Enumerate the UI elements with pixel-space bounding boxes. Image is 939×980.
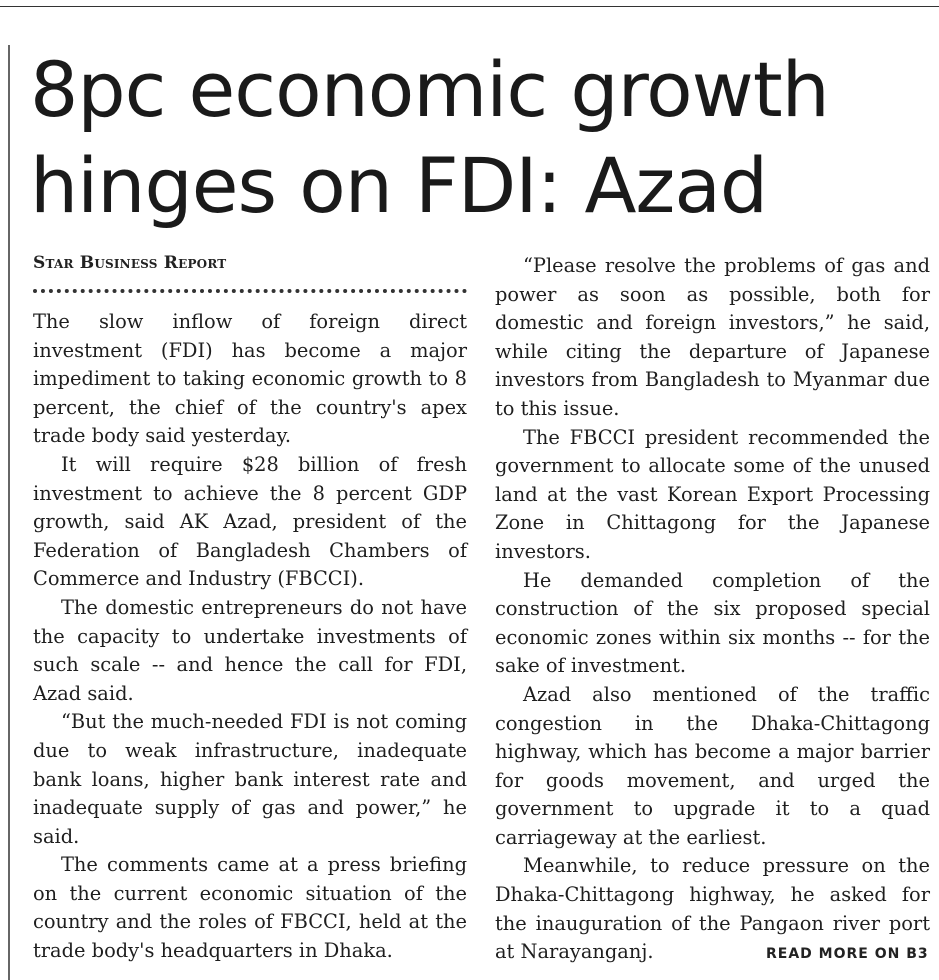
headline-line-2: hinges on FDI: Azad [30, 141, 768, 230]
dotted-divider [33, 289, 467, 293]
paragraph: The FBCCI president recommended the government to allocate some of the unused land at the vast Korean Export Processing Zone in Chittagong for the Japanese investors. [495, 425, 930, 563]
column-rule [8, 45, 10, 980]
paragraph: The comments came at a press briefing on the current economic situation of the country and the roles of FBCCI, held at the trade body's headquarters in Dhaka. [33, 853, 467, 963]
left-column [33, 308, 467, 966]
paragraph: He demanded completion of the construction of the six proposed special economic zones within six months -- for the sake of investment. [495, 568, 930, 678]
paragraph: “Please resolve the problems of gas and power as soon as possible, both for domestic and foreign investors,” he said, while citing the departure of Japanese investors from Bangladesh to Myanmar due to this issue. [495, 254, 930, 420]
read-more-link[interactable]: READ MORE ON B3 [766, 946, 929, 962]
top-rule [0, 6, 939, 7]
right-column [495, 252, 930, 967]
headline-line-1: 8pc economic growth [30, 45, 829, 134]
headline [30, 42, 930, 234]
paragraph: The slow inflow of foreign direct investment (FDI) has become a major impediment to taking economic growth to 8 percent, the chief of the country's apex trade body said yesterday. [33, 310, 467, 448]
byline: Star Business Report [33, 253, 227, 273]
paragraph: Meanwhile, to reduce pressure on the Dhaka-Chittagong highway, he asked for the inauguration of the Pangaon river port at Narayanganj. [495, 854, 930, 964]
paragraph: The domestic entrepreneurs do not have the capacity to undertake investments of such scale -- and hence the call for FDI, Azad said. [33, 595, 467, 705]
paragraph: Azad also mentioned of the traffic congestion in the Dhaka-Chittagong highway, which has become a major barrier for goods movement, and urged the government to upgrade it to a quad carriageway at the earliest. [495, 682, 930, 849]
paragraph: “But the much-needed FDI is not coming due to weak infrastructure, inadequate bank loans, higher bank interest rate and inadequate supply of gas and power,” he said. [33, 710, 467, 848]
paragraph: It will require $28 billion of fresh investment to achieve the 8 percent GDP growth, said AK Azad, president of the Federation of Bangladesh Chambers of Commerce and Industry (FBCCI). [33, 452, 467, 591]
